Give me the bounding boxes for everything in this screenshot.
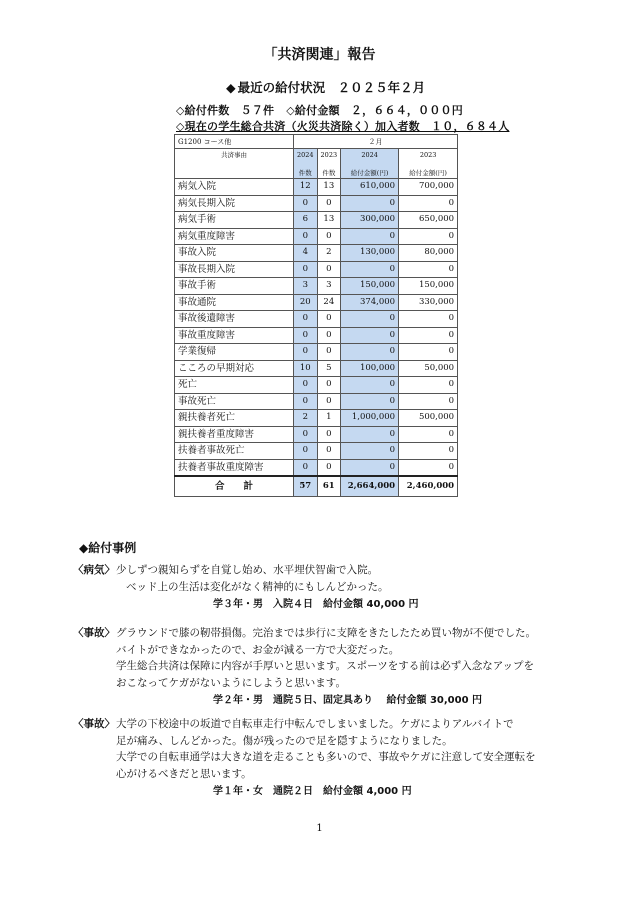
reason-cell: 病気入院 [175, 179, 294, 196]
table-row [175, 195, 458, 212]
reason-cell: 病気長期入院 [175, 195, 294, 212]
table-row [175, 311, 458, 328]
count-2023-cell: 0 [317, 443, 341, 460]
count-2023-header: 2023 件数 [317, 149, 341, 179]
amount-2023-cell: 0 [399, 377, 458, 394]
count-2023-cell: 0 [317, 426, 341, 443]
table-row [175, 212, 458, 229]
case-line: 大学での自転車通学は大きな道を走ることも多いので、事故やケガに注意して安全運転を [116, 751, 536, 763]
reason-cell: 扶養者事故死亡 [175, 443, 294, 460]
count-2023-cell: 0 [317, 195, 341, 212]
subtitle-text: 最近の給付状況 ２０２５年２月 [237, 80, 426, 95]
table-row [175, 393, 458, 410]
amount-2023-cell: 500,000 [399, 410, 458, 427]
reason-cell: 事故死亡 [175, 393, 294, 410]
count-2024-cell: 6 [294, 212, 318, 229]
case-body [116, 625, 586, 691]
amount-2024-cell: 610,000 [341, 179, 399, 196]
case-tag: 〈病気〉 [73, 564, 115, 576]
case-line: 心がけるべきだと思います。 [116, 767, 252, 780]
table-row [175, 344, 458, 361]
stat-count: ◇給付件数 ５７件 [176, 104, 275, 117]
case-summary: 学１年・女 通院２日 給付金額 4,000 円 [213, 786, 412, 797]
case-line: おこなってケガがないようにしようと思います。 [116, 676, 346, 689]
reason-cell: 事故手術 [175, 278, 294, 295]
amount-2024-cell: 100,000 [341, 360, 399, 377]
reason-header: 共済事由 [175, 149, 294, 179]
amount-2023-cell: 0 [399, 228, 458, 245]
examples-heading: ◆給付事例 [79, 541, 137, 555]
amount-2023-cell: 650,000 [399, 212, 458, 229]
reason-cell: 学業復帰 [175, 344, 294, 361]
table-row [175, 327, 458, 344]
total-count-2024: 57 [294, 476, 318, 497]
table-row [175, 294, 458, 311]
count-2024-cell: 0 [294, 311, 318, 328]
case-line: 少しずつ親知らずを自覚し始め、水平埋伏智歯で入院。 [116, 564, 379, 576]
reason-cell: 事故重度障害 [175, 327, 294, 344]
reason-cell: 病気手術 [175, 212, 294, 229]
course-code: G1200 コース他 [175, 135, 294, 149]
count-2024-cell: 12 [294, 179, 318, 196]
count-2023-cell: 0 [317, 311, 341, 328]
amount-2024-cell: 0 [341, 459, 399, 476]
count-2024-header: 2024 件数 [294, 149, 318, 179]
count-2024-cell: 0 [294, 344, 318, 361]
amount-2024-cell: 0 [341, 344, 399, 361]
stat-line-2 [176, 118, 509, 134]
case-tag: 〈事故〉 [73, 627, 115, 639]
count-2024-cell: 0 [294, 228, 318, 245]
count-2023-cell: 0 [317, 228, 341, 245]
reason-cell: 親扶養者重度障害 [175, 426, 294, 443]
case-line: グラウンドで膝の靭帯損傷。完治までは歩行に支障をきたしたため買い物が不便でした。 [116, 627, 536, 639]
count-2023-cell: 13 [317, 179, 341, 196]
amount-2024-header: 2024 給付金額(円) [341, 149, 399, 179]
stat-line-1 [176, 102, 463, 118]
stat-members: ◇現在の学生総合共済（火災共済除く）加入者数 １０，６８４人 [176, 120, 510, 133]
amount-2023-cell: 50,000 [399, 360, 458, 377]
diamond-bullet-icon: ◆ [226, 80, 236, 95]
table-row [175, 443, 458, 460]
count-2023-cell: 1 [317, 410, 341, 427]
reason-cell: 親扶養者死亡 [175, 410, 294, 427]
case-line: ベッド上の生活は変化がなく精神的にもしんどかった。 [126, 580, 389, 593]
benefit-table [174, 134, 458, 497]
amount-2023-cell: 330,000 [399, 294, 458, 311]
reason-cell: 病気重度障害 [175, 228, 294, 245]
total-amount-2024: 2,664,000 [341, 476, 399, 497]
report-title: 「共済関連」報告 [263, 47, 376, 63]
count-2024-cell: 4 [294, 245, 318, 262]
count-2023-cell: 2 [317, 245, 341, 262]
case-summary: 学２年・男 通院５日、固定具あり 給付金額 30,000 円 [213, 695, 483, 706]
case-line: バイトができなかったので、お金が減る一方で大変だった。 [116, 643, 400, 656]
amount-2024-cell: 0 [341, 311, 399, 328]
reason-cell: 事故通院 [175, 294, 294, 311]
table-row [175, 228, 458, 245]
count-2024-cell: 0 [294, 393, 318, 410]
reason-cell: 事故長期入院 [175, 261, 294, 278]
case-summary: 学３年・男 入院４日 給付金額 40,000 円 [213, 599, 419, 610]
page-number: 1 [316, 823, 323, 834]
count-2023-cell: 0 [317, 459, 341, 476]
stat-amount: ◇給付金額 ２，６６４，０００円 [286, 104, 463, 117]
total-row [175, 476, 458, 497]
count-2023-cell: 0 [317, 261, 341, 278]
table-row [175, 179, 458, 196]
count-2023-cell: 24 [317, 294, 341, 311]
count-2024-cell: 10 [294, 360, 318, 377]
amount-2023-cell: 150,000 [399, 278, 458, 295]
report-subtitle [226, 78, 425, 96]
amount-2024-cell: 150,000 [341, 278, 399, 295]
count-2023-cell: 3 [317, 278, 341, 295]
table-row [175, 459, 458, 476]
reason-cell: 扶養者事故重度障害 [175, 459, 294, 476]
amount-2024-cell: 300,000 [341, 212, 399, 229]
amount-2023-header: 2023 給付金額(円) [399, 149, 458, 179]
count-2023-cell: 13 [317, 212, 341, 229]
amount-2024-cell: 0 [341, 393, 399, 410]
count-2023-cell: 0 [317, 327, 341, 344]
amount-2024-cell: 0 [341, 377, 399, 394]
case-tag: 〈事故〉 [73, 718, 115, 730]
case-line: 足が痛み、しんどかった。傷が残ったので足を隠すようになりました。 [116, 734, 453, 747]
count-2023-cell: 0 [317, 344, 341, 361]
amount-2024-cell: 0 [341, 228, 399, 245]
reason-cell: 事故後遺障害 [175, 311, 294, 328]
count-2023-cell: 0 [317, 377, 341, 394]
amount-2023-cell: 80,000 [399, 245, 458, 262]
amount-2023-cell: 0 [399, 344, 458, 361]
reason-cell: 事故入院 [175, 245, 294, 262]
amount-2024-cell: 1,000,000 [341, 410, 399, 427]
count-2024-cell: 0 [294, 327, 318, 344]
count-2024-cell: 0 [294, 195, 318, 212]
count-2024-cell: 0 [294, 426, 318, 443]
amount-2023-cell: 700,000 [399, 179, 458, 196]
amount-2023-cell: 0 [399, 195, 458, 212]
amount-2023-cell: 0 [399, 327, 458, 344]
amount-2023-cell: 0 [399, 261, 458, 278]
case-line: 大学の下校途中の坂道で自転車走行中転んでしまいました。ケガによりアルバイトで [116, 718, 514, 730]
case-body [116, 562, 586, 595]
amount-2024-cell: 0 [341, 426, 399, 443]
amount-2024-cell: 0 [341, 443, 399, 460]
amount-2024-cell: 0 [341, 327, 399, 344]
amount-2023-cell: 0 [399, 443, 458, 460]
count-2024-cell: 0 [294, 459, 318, 476]
case-line: 学生総合共済は保障に内容が手厚いと思います。スポーツをする前は必ず入念なアップを [116, 660, 535, 672]
table-row [175, 245, 458, 262]
case-body [116, 716, 586, 782]
count-2024-cell: 20 [294, 294, 318, 311]
count-2023-cell: 5 [317, 360, 341, 377]
amount-2024-cell: 0 [341, 261, 399, 278]
amount-2024-cell: 374,000 [341, 294, 399, 311]
count-2024-cell: 0 [294, 443, 318, 460]
table-row [175, 278, 458, 295]
reason-cell: 死亡 [175, 377, 294, 394]
count-2024-cell: 0 [294, 377, 318, 394]
amount-2023-cell: 0 [399, 311, 458, 328]
count-2024-cell: 0 [294, 261, 318, 278]
table-row [175, 377, 458, 394]
amount-2024-cell: 130,000 [341, 245, 399, 262]
amount-2023-cell: 0 [399, 426, 458, 443]
reason-cell: こころの早期対応 [175, 360, 294, 377]
table-row [175, 360, 458, 377]
table-row [175, 261, 458, 278]
table-row [175, 410, 458, 427]
total-count-2023: 61 [317, 476, 341, 497]
amount-2023-cell: 0 [399, 393, 458, 410]
amount-2023-cell: 0 [399, 459, 458, 476]
total-label: 合 計 [175, 476, 294, 497]
count-2024-cell: 3 [294, 278, 318, 295]
total-amount-2023: 2,460,000 [399, 476, 458, 497]
count-2024-cell: 2 [294, 410, 318, 427]
count-2023-cell: 0 [317, 393, 341, 410]
month-header: ２月 [294, 135, 458, 149]
table-row [175, 426, 458, 443]
amount-2024-cell: 0 [341, 195, 399, 212]
